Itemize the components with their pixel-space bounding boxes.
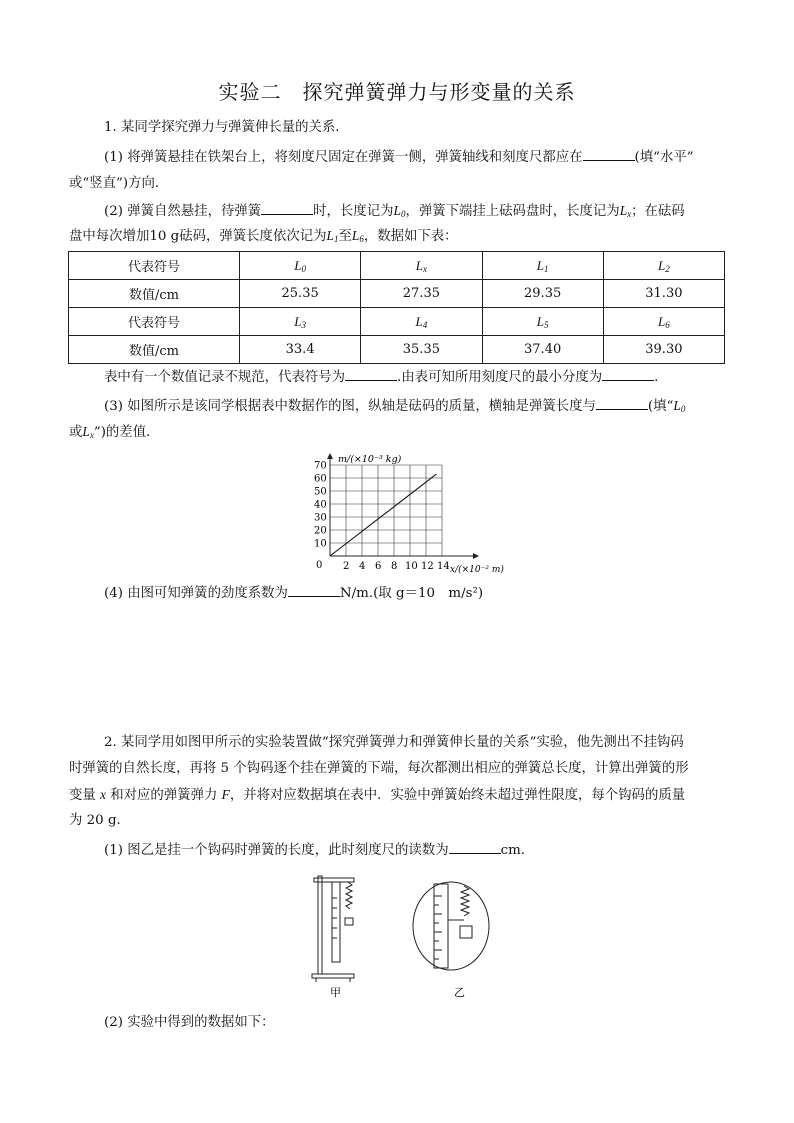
q1-part2-line1: (2) 弹簧自然悬挂，待弹簧 时，长度记为$L_0$，弹簧下端挂上砝码盘时，长度记为$L_x$；在砝码 [104,203,685,219]
apparatus-figure [310,868,490,1000]
q2-line3: 变量 x 和对应的弹簧弹力 F，并将对应数据填在表中．实验中弹簧始终未超过弹性限度，每个钩码的质量 [69,787,686,803]
x-tick-label: 2 [343,561,350,572]
answer-blank[interactable] [596,396,648,410]
x-tick-label: 14 [437,561,450,572]
answer-blank[interactable] [449,840,501,854]
answer-blank[interactable] [288,583,340,597]
data-table [68,251,725,364]
y-tick-label: 20 [314,525,327,537]
figure-label-jia: 甲 [330,986,341,999]
y-tick-label: 30 [314,512,327,524]
table-row: 代表符号 $L_0$ $L_x$ $L_1$ $L_2$ [69,252,725,280]
q1-part3-line2: 或$L_x$”)的差值． [69,424,160,440]
q1-part2-line2: 盘中每次增加10 g砝码，弹簧长度依次记为$L_1$至$L_6$，数据如下表： [69,228,458,244]
x-tick-labels [343,561,450,572]
answer-blank[interactable] [261,201,313,215]
q2-line4: 为 20 g. [69,813,121,828]
q1-intro: 1. 某同学探究弹力与弹簧伸长量的关系． [104,120,349,135]
q1-part1-line1: (1) 将弹簧悬挂在铁架台上，将刻度尺固定在弹簧一侧，弹簧轴线和刻度尺都应在 (填“水平” [104,147,694,168]
x-tick-label: 12 [421,561,434,572]
page-title: 实验二 探究弹簧弹力与形变量的关系 [218,80,576,104]
q2-line2: 时弹簧的自然长度，再将 5 个钩码逐个挂在弹簧的下端，每次都测出相应的弹簧总长度，计算出弹簧的形 [69,761,689,776]
x-tick-label: 8 [391,561,398,572]
x-tick-label: 6 [375,561,382,572]
x-tick-label: 4 [359,561,366,572]
q1-part3-line1: (3) 如图所示是该同学根据表中数据作的图，纵轴是砝码的质量，横轴是弹簧长度与 (填“$L_0$ [104,398,686,414]
table-row: 代表符号 $L_3$ $L_4$ $L_5$ $L_6$ [69,308,725,336]
answer-blank[interactable] [345,367,397,381]
answer-blank[interactable] [583,147,635,161]
figure-jia-stand [312,876,354,982]
y-tick-label: 60 [314,473,327,485]
q2-part1: (1) 图乙是挂一个钩码时弹簧的长度，此时刻度尺的读数为 cm. [104,840,525,861]
y-tick-label: 10 [314,538,327,550]
answer-blank[interactable] [602,367,654,381]
y-tick-label: 40 [314,499,327,511]
q1-part1-line2: 或“竖直”)方向． [69,176,169,191]
y-tick-labels [314,461,327,550]
x-axis-label: x/(×10⁻² m) [450,565,504,575]
q2-line1: 2. 某同学用如图甲所示的实验装置做“探究弹簧弹力和弹簧伸长量的关系”实验，他先测出不挂钩码 [104,735,684,750]
mass-vs-extension-chart [300,450,520,576]
figure-label-yi: 乙 [454,986,465,999]
q1-after-table: 表中有一个数值记录不规范，代表符号为 .由表可知所用刻度尺的最小分度为 . [104,367,658,388]
figure-yi-magnified [413,882,489,970]
table-row: 数值/cm 25.35 27.35 29.35 31.30 [69,280,725,308]
x-tick-label: 10 [405,561,418,572]
y-axis-label: m/(×10⁻³ kg) [338,454,402,465]
y-tick-label: 70 [314,460,327,472]
chart-grid [330,465,442,556]
table-row: 数值/cm 33.4 35.35 37.40 39.30 [69,336,725,364]
origin-label: 0 [316,560,323,571]
y-tick-label: 50 [314,486,327,498]
q2-part2: (2) 实验中得到的数据如下： [104,1015,275,1030]
q1-part4: (4) 由图可知弹簧的劲度系数为 N/m.(取 g＝10 m/s²) [104,583,483,604]
